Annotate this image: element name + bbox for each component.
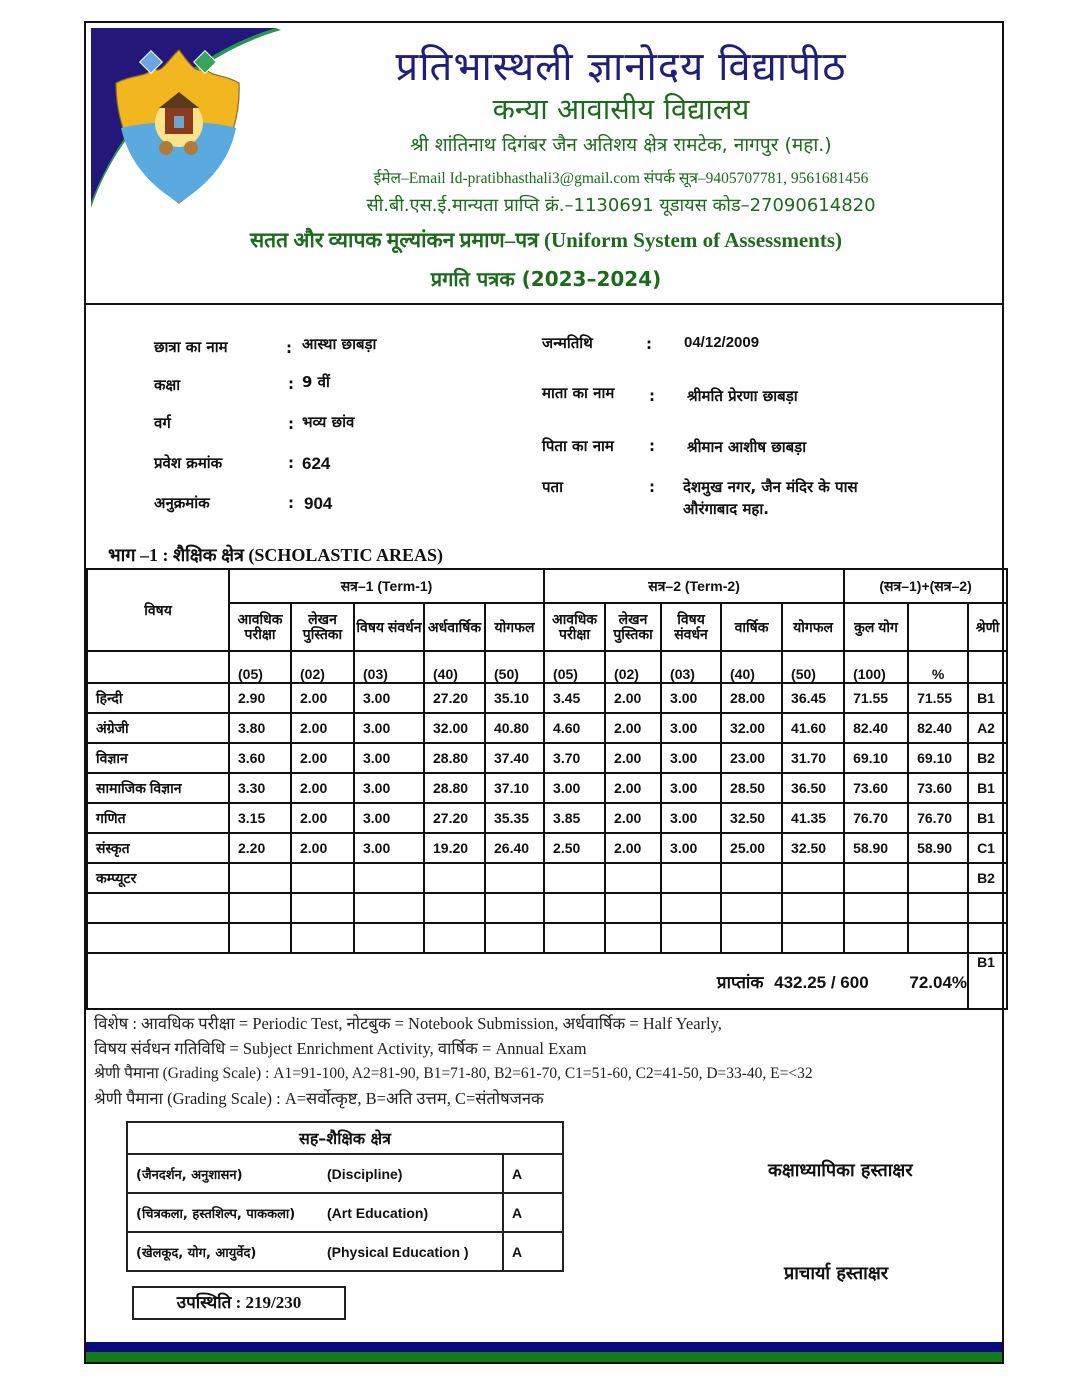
mark-cell: 3.30 (229, 773, 291, 803)
mark-cell: 2.00 (605, 683, 661, 713)
father-name-label: पिता का नाम (542, 437, 614, 455)
report-card (84, 21, 1004, 1364)
mark-cell: 82.40 (844, 713, 908, 743)
mark-cell: 3.45 (544, 683, 605, 713)
admission-no-label: प्रवेश क्रमांक (154, 454, 223, 472)
address-value-line2: औरंगाबाद महा. (683, 500, 769, 518)
term2-header: सत्र–2 (Term-2) (544, 569, 844, 603)
mark-cell (782, 863, 844, 893)
mark-cell: 2.50 (544, 833, 605, 863)
mark-cell: 41.35 (782, 803, 844, 833)
colon: : (649, 437, 655, 455)
mark-cell: 19.20 (424, 833, 485, 863)
mark-cell: 3.00 (354, 713, 424, 743)
mother-name-label: माता का नाम (542, 384, 615, 402)
mark-cell: 73.60 (844, 773, 908, 803)
mark-cell (782, 893, 844, 923)
mark-cell: 2.90 (229, 683, 291, 713)
scholastic-section-title: भाग –1 : शैक्षिक क्षेत्र (SCHOLASTIC AREAS) (108, 545, 443, 565)
student-name-value: आस्था छाबड़ा (302, 335, 377, 353)
address-label: पता (542, 478, 563, 496)
activity-hindi: (चित्रकला, हस्तशिल्प, पाककला) (127, 1193, 327, 1232)
roll-no-label: अनुक्रमांक (154, 494, 210, 512)
notes (94, 1011, 813, 1111)
mark-cell (908, 893, 968, 923)
mark-cell: 76.70 (844, 803, 908, 833)
grade-cell: B1 (968, 773, 1007, 803)
mark-cell: 69.10 (908, 743, 968, 773)
school-name: प्रतिभास्थली ज्ञानोदय विद्यापीठ (395, 44, 847, 90)
mark-cell (485, 893, 544, 923)
mark-cell: 3.00 (661, 833, 721, 863)
mark-cell: 4.60 (544, 713, 605, 743)
mark-cell (485, 863, 544, 893)
colon: : (288, 415, 294, 433)
certificate-title: सतत और व्यापक मूल्यांकन प्रमाण–पत्र (Uniform System of Assessments) (249, 228, 843, 252)
student-name-label: छात्रा का नाम (154, 338, 228, 356)
activity-english: (Art Education) (327, 1193, 503, 1232)
mark-cell (354, 893, 424, 923)
school-address: श्री शांतिनाथ दिगंबर जैन अतिशय क्षेत्र रामटेक, नागपुर (महा.) (410, 134, 832, 156)
subject-name: संस्कृत (87, 833, 229, 863)
colon: : (288, 494, 294, 512)
mark-cell: 71.55 (844, 683, 908, 713)
grade-cell (968, 893, 1007, 923)
total-obtained: 432.25 / 600 (774, 972, 869, 992)
mark-cell (354, 923, 424, 953)
total-label: प्राप्तांक (716, 972, 764, 993)
mark-cell (908, 863, 968, 893)
grade-cell (968, 923, 1007, 953)
mark-cell (229, 863, 291, 893)
co-scholastic-row (127, 1193, 563, 1232)
mark-cell: 23.00 (721, 743, 782, 773)
mark-cell (291, 923, 354, 953)
mark-cell (424, 923, 485, 953)
mark-cell: 3.60 (229, 743, 291, 773)
total-row (87, 953, 1007, 1009)
mark-cell: 3.00 (354, 833, 424, 863)
co-scholastic-title: सह–शैक्षिक क्षेत्र (127, 1122, 563, 1154)
mark-cell: 3.00 (354, 683, 424, 713)
subject-name: कम्प्यूटर (87, 863, 229, 893)
dob-label: जन्मतिथि (542, 334, 593, 352)
mark-cell (605, 863, 661, 893)
mark-cell: 31.70 (782, 743, 844, 773)
subject-name (87, 893, 229, 923)
mark-cell: 2.00 (605, 713, 661, 743)
activity-hindi: (जैनदर्शन, अनुशासन) (127, 1154, 327, 1193)
mark-cell: 28.80 (424, 773, 485, 803)
max-marks-cell: (05) (229, 651, 291, 683)
report-title: प्रगति पत्रक (2023–2024) (430, 267, 662, 291)
subject-row (87, 893, 1007, 923)
mark-cell (721, 923, 782, 953)
subject-row (87, 833, 1007, 863)
mark-cell (424, 863, 485, 893)
mark-cell (544, 923, 605, 953)
max-marks-cell: (03) (661, 651, 721, 683)
col-header: आवधिक परीक्षा (229, 603, 291, 651)
activity-grade: A (503, 1154, 563, 1193)
class-value: 9 वीं (302, 373, 330, 391)
mark-cell: 71.55 (908, 683, 968, 713)
mark-cell (844, 863, 908, 893)
subject-row (87, 923, 1007, 953)
mark-cell (782, 923, 844, 953)
grade-cell: B1 (968, 803, 1007, 833)
co-scholastic-row (127, 1154, 563, 1193)
activity-english: (Discipline) (327, 1154, 503, 1193)
mark-cell: 41.60 (782, 713, 844, 743)
subject-name: अंग्रेजी (87, 713, 229, 743)
max-marks-cell: (50) (782, 651, 844, 683)
mark-cell: 2.00 (605, 833, 661, 863)
grade-cell: B1 (968, 683, 1007, 713)
colon: : (286, 339, 292, 357)
mark-cell: 37.10 (485, 773, 544, 803)
footer-band-blue (86, 1342, 1002, 1352)
mark-cell: 2.00 (605, 743, 661, 773)
mark-cell: 58.90 (844, 833, 908, 863)
school-affiliation: सी.बी.एस.ई.मान्यता प्राप्ति क्रं.–1130691 यूडायस कोड–27090614820 (366, 195, 876, 216)
mark-cell: 2.00 (291, 743, 354, 773)
mark-cell: 3.70 (544, 743, 605, 773)
address-value-line1: देशमुख नगर, जैन मंदिर के पास (683, 478, 858, 496)
col-header (908, 603, 968, 651)
mark-cell (291, 863, 354, 893)
activity-english: (Physical Education ) (327, 1232, 503, 1271)
max-marks-cell: (100) (844, 651, 908, 683)
co-scholastic-table (126, 1121, 564, 1272)
mark-cell: 32.00 (424, 713, 485, 743)
mark-cell: 32.50 (721, 803, 782, 833)
mark-cell (605, 923, 661, 953)
mark-cell: 82.40 (908, 713, 968, 743)
max-marks-cell: (02) (291, 651, 354, 683)
mark-cell (908, 923, 968, 953)
subject-row (87, 803, 1007, 833)
colon: : (288, 375, 294, 393)
max-marks-cell: (40) (424, 651, 485, 683)
mark-cell: 3.00 (661, 713, 721, 743)
total-percent: 72.04% (909, 972, 968, 992)
mark-cell (354, 863, 424, 893)
header-divider (86, 303, 1002, 305)
mark-cell: 3.00 (354, 773, 424, 803)
subject-name: हिन्दी (87, 683, 229, 713)
mark-cell (661, 923, 721, 953)
school-subtitle: कन्या आवासीय विद्यालय (492, 92, 750, 126)
mark-cell: 28.50 (721, 773, 782, 803)
col-header: लेखन पुस्तिका (605, 603, 661, 651)
mark-cell: 3.00 (661, 743, 721, 773)
mark-cell: 3.00 (354, 743, 424, 773)
admission-no-value: 624 (302, 454, 331, 473)
col-header: योगफल (782, 603, 844, 651)
mark-cell: 2.00 (291, 713, 354, 743)
subject-row (87, 743, 1007, 773)
max-marks-row (87, 651, 1007, 683)
co-scholastic-row (127, 1232, 563, 1271)
mark-cell (721, 893, 782, 923)
mother-name-value: श्रीमति प्रेरणा छाबड़ा (687, 387, 798, 405)
principal-signature: प्राचार्या हस्ताक्षर (784, 1263, 889, 1284)
col-header: अर्धवार्षिक (424, 603, 485, 651)
colon: : (288, 454, 294, 472)
father-name-value: श्रीमान आशीष छाबड़ा (687, 438, 807, 456)
section-value: भव्य छांव (302, 413, 355, 431)
activity-hindi: (खेलकूद, योग, आयुर्वेद) (127, 1232, 327, 1271)
mark-cell: 3.85 (544, 803, 605, 833)
mark-cell (844, 893, 908, 923)
mark-cell: 36.45 (782, 683, 844, 713)
mark-cell: 2.00 (291, 683, 354, 713)
mark-cell (229, 893, 291, 923)
max-marks-cell: (05) (544, 651, 605, 683)
mark-cell: 25.00 (721, 833, 782, 863)
mark-cell: 2.00 (605, 773, 661, 803)
max-marks-cell: (40) (721, 651, 782, 683)
colon: : (649, 387, 655, 405)
col-header: लेखन पुस्तिका (291, 603, 354, 651)
activity-grade: A (503, 1193, 563, 1232)
col-header: आवधिक परीक्षा (544, 603, 605, 651)
note-line: श्रेणी पैमाना (Grading Scale) : A=सर्वोत्कृष्ट, B=अति उत्तम, C=संतोषजनक (94, 1089, 544, 1108)
term1-header: सत्र–1 (Term-1) (229, 569, 544, 603)
col-header: श्रेणी (968, 603, 1007, 651)
mark-cell: 28.80 (424, 743, 485, 773)
subject-row (87, 713, 1007, 743)
dob-value: 04/12/2009 (684, 334, 760, 351)
subject-name: सामाजिक विज्ञान (87, 773, 229, 803)
colon: : (646, 335, 652, 353)
subject-row (87, 773, 1007, 803)
grade-cell: C1 (968, 833, 1007, 863)
mark-cell: 26.40 (485, 833, 544, 863)
mark-cell: 27.20 (424, 803, 485, 833)
mark-cell: 36.50 (782, 773, 844, 803)
max-marks-cell: (02) (605, 651, 661, 683)
subject-name: गणित (87, 803, 229, 833)
mark-cell: 37.40 (485, 743, 544, 773)
mark-cell: 69.10 (844, 743, 908, 773)
subject-row (87, 863, 1007, 893)
section-label: वर्ग (154, 414, 171, 432)
mark-cell: 40.80 (485, 713, 544, 743)
mark-cell: 2.00 (291, 773, 354, 803)
subject-name (87, 923, 229, 953)
note-line: श्रेणी पैमाना (Grading Scale) : A1=91-100, A2=81-90, B1=71-80, B2=61-70, C1=51-60, C2=41-50, D=33-40, E=<32 (94, 1065, 813, 1082)
activity-grade: A (503, 1232, 563, 1271)
mark-cell: 3.00 (661, 773, 721, 803)
colon: : (649, 478, 655, 496)
mark-cell: 2.00 (605, 803, 661, 833)
mark-cell: 3.80 (229, 713, 291, 743)
mark-cell: 32.00 (721, 713, 782, 743)
mark-cell: 3.00 (354, 803, 424, 833)
combined-header: (सत्र–1)+(सत्र–2) (844, 569, 1007, 603)
note-line: विशेष : आवधिक परीक्षा = Periodic Test, नोटबुक = Notebook Submission, अर्धवार्षिक = Half Yearly, (94, 1014, 722, 1033)
mark-cell: 3.15 (229, 803, 291, 833)
col-header: विषय संवर्धन (661, 603, 721, 651)
mark-cell: 35.35 (485, 803, 544, 833)
mark-cell (844, 923, 908, 953)
roll-no-value: 904 (304, 494, 333, 513)
max-marks-cell: (03) (354, 651, 424, 683)
mark-cell (605, 893, 661, 923)
note-line: विषय संर्वधन गतिविधि = Subject Enrichment Activity, वार्षिक = Annual Exam (94, 1039, 587, 1058)
class-label: कक्षा (154, 376, 181, 394)
mark-cell (424, 893, 485, 923)
attendance-box: उपस्थिति : 219/230 (132, 1286, 346, 1320)
col-header: वार्षिक (721, 603, 782, 651)
mark-cell (229, 923, 291, 953)
mark-cell (544, 863, 605, 893)
mark-cell: 73.60 (908, 773, 968, 803)
mark-cell: 3.00 (544, 773, 605, 803)
subject-row (87, 683, 1007, 713)
marks-table (86, 568, 1008, 1010)
max-marks-cell (87, 651, 229, 683)
subject-header: विषय (87, 569, 229, 651)
mark-cell: 76.70 (908, 803, 968, 833)
col-header: कुल योग (844, 603, 908, 651)
mark-cell: 2.20 (229, 833, 291, 863)
grade-cell: B2 (968, 863, 1007, 893)
col-header: योगफल (485, 603, 544, 651)
subject-name: विज्ञान (87, 743, 229, 773)
grade-cell: A2 (968, 713, 1007, 743)
mark-cell: 3.00 (661, 803, 721, 833)
mark-cell: 27.20 (424, 683, 485, 713)
mark-cell (485, 923, 544, 953)
mark-cell (544, 893, 605, 923)
max-marks-cell: (50) (485, 651, 544, 683)
col-header: विषय संवर्धन (354, 603, 424, 651)
max-marks-cell (968, 651, 1007, 683)
mark-cell: 2.00 (291, 833, 354, 863)
mark-cell: 2.00 (291, 803, 354, 833)
max-marks-cell: % (908, 651, 968, 683)
class-teacher-signature: कक्षाध्यापिका हस्ताक्षर (768, 1160, 913, 1181)
school-contact: ईमेल–Email Id-pratibhasthali3@gmail.com संपर्क सूत्र–9405707781, 9561681456 (373, 170, 869, 187)
footer-band-green (86, 1352, 1002, 1362)
mark-cell (661, 893, 721, 923)
total-grade: B1 (968, 953, 1007, 1009)
mark-cell: 58.90 (908, 833, 968, 863)
mark-cell (721, 863, 782, 893)
mark-cell: 32.50 (782, 833, 844, 863)
mark-cell (291, 893, 354, 923)
mark-cell: 35.10 (485, 683, 544, 713)
grade-cell: B2 (968, 743, 1007, 773)
mark-cell: 28.00 (721, 683, 782, 713)
mark-cell: 3.00 (661, 683, 721, 713)
mark-cell (661, 863, 721, 893)
